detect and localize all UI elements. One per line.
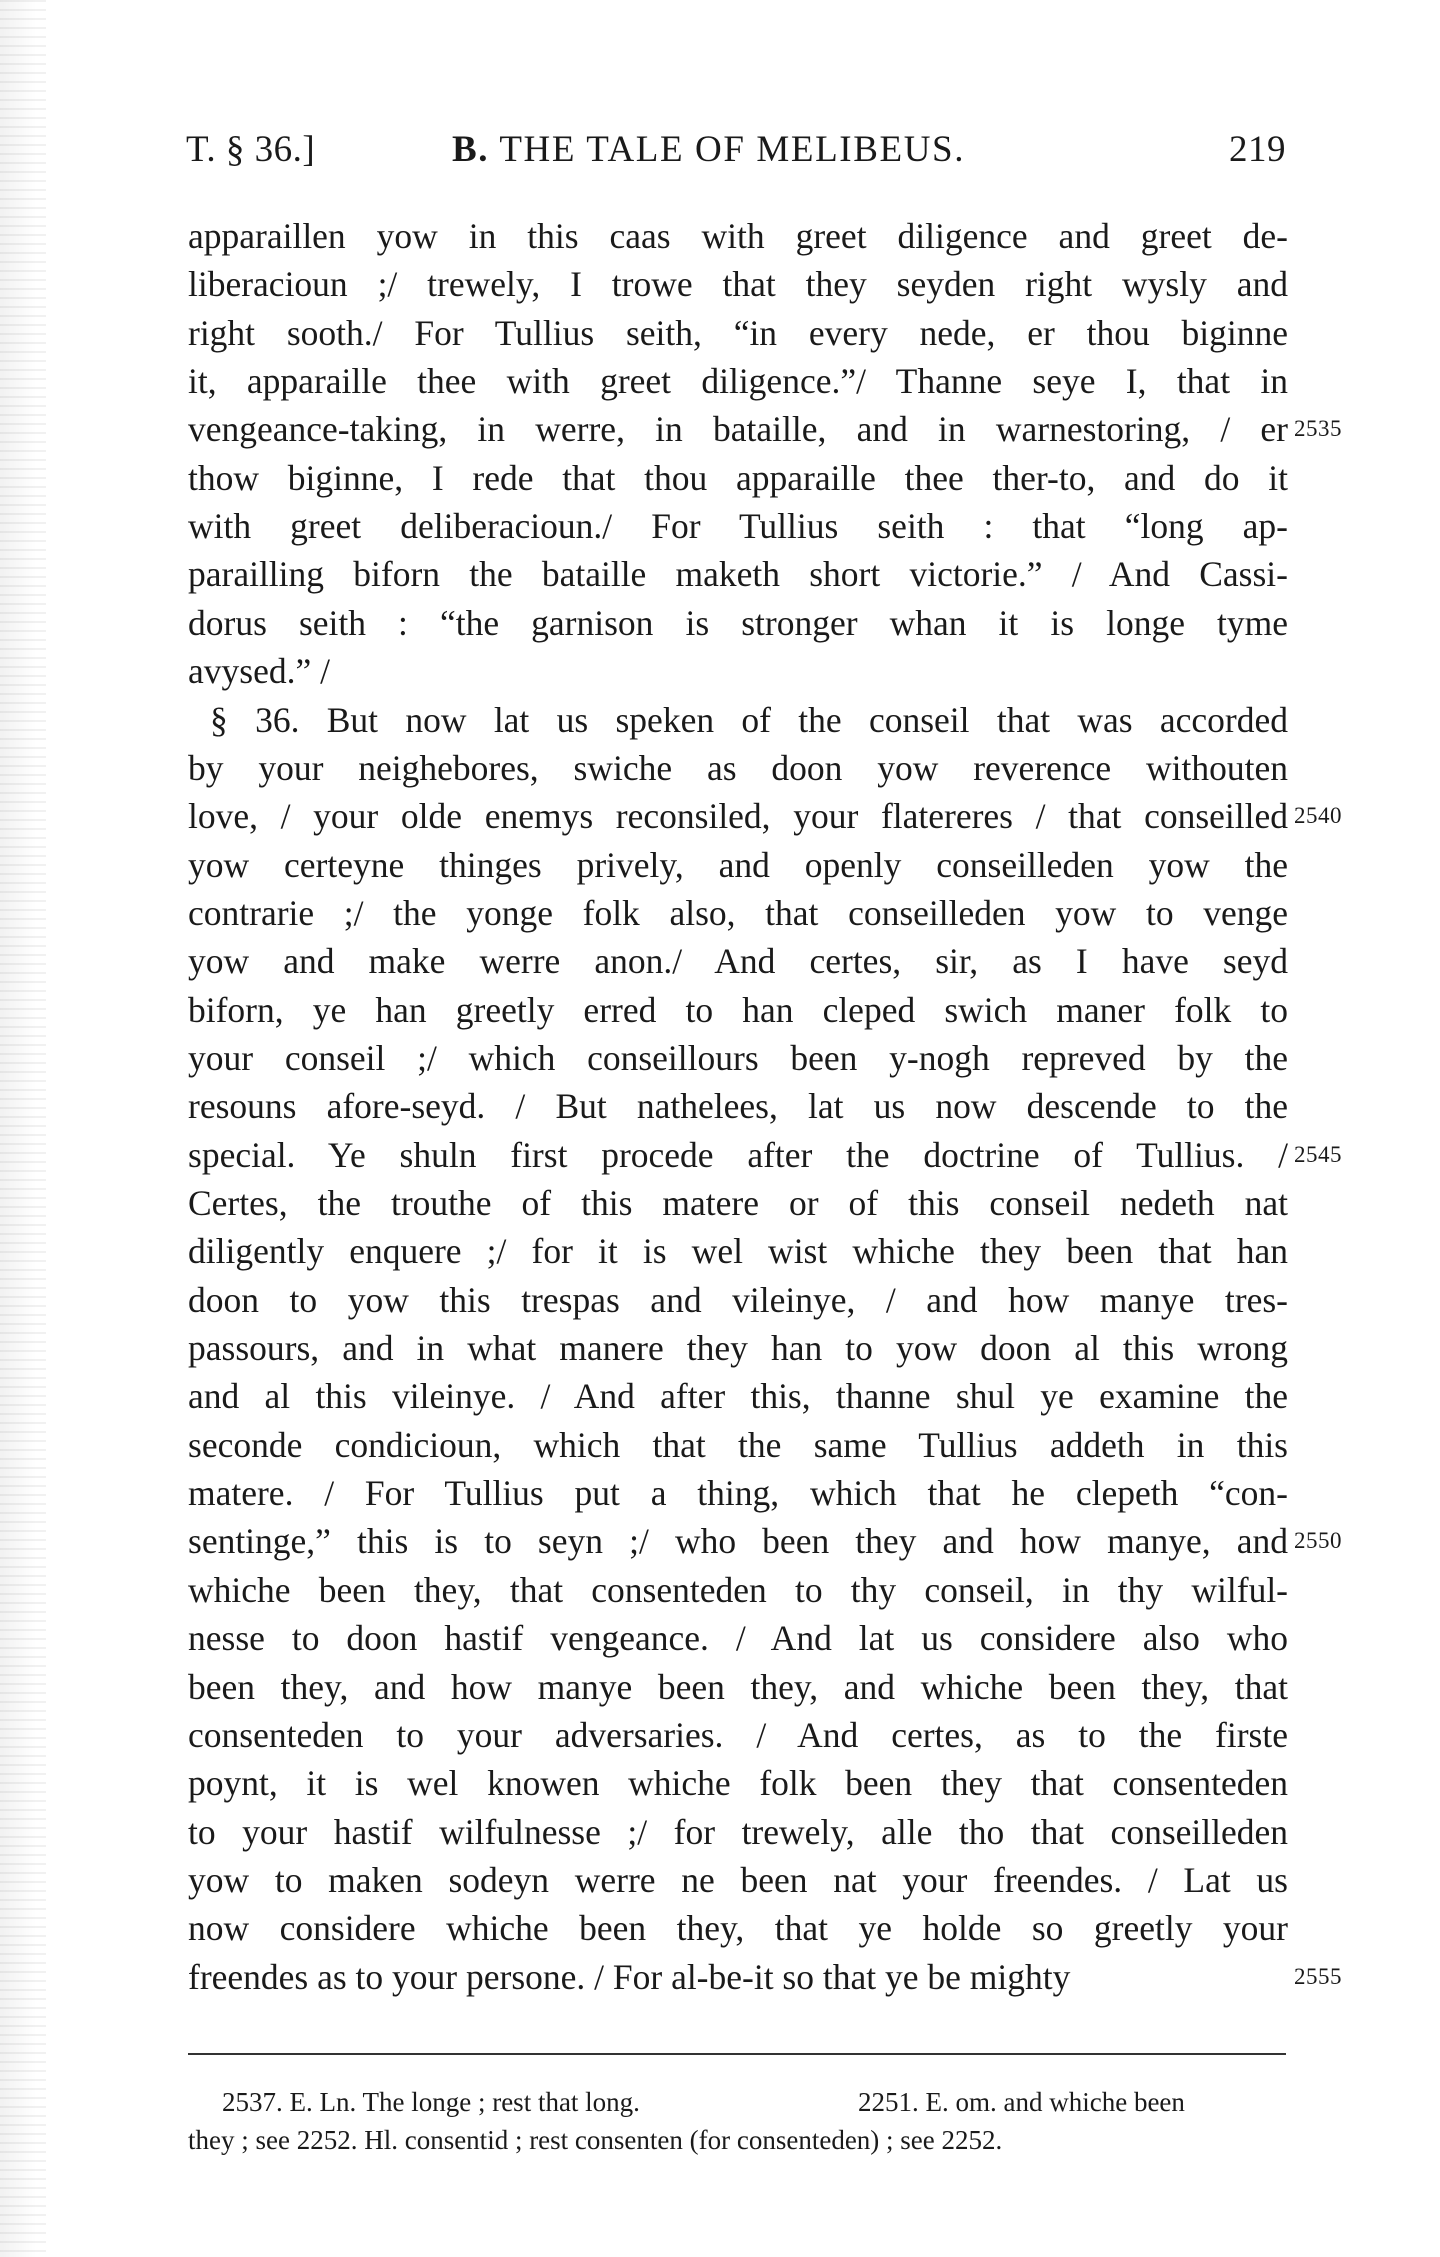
text-line: dorus seith : “the garnison is stronger whan it is longe tyme <box>188 603 1288 643</box>
text-line: yow and make werre anon./ And certes, sir, as I have seyd <box>188 941 1288 981</box>
footnote-2251: 2251. E. om. and whiche been <box>858 2087 1185 2117</box>
footnote-rule <box>188 2053 1286 2055</box>
line-number: 2535 <box>1294 416 1342 441</box>
text-line: § 36. But now lat us speken of the conseil that was accorded <box>210 700 1288 740</box>
line-number: 2555 <box>1294 1964 1342 1989</box>
footnote-continuation: they ; see 2252. Hl. consentid ; rest consenten (for consenteden) ; see 2252. <box>188 2125 1003 2155</box>
text-line: freendes as to your persone. / For al-be-it so that ye be mighty <box>188 1957 1071 1997</box>
text-line: love, / your olde enemys reconsiled, your flatereres / that conseilled <box>188 796 1288 836</box>
line-number: 2540 <box>1294 803 1342 828</box>
footnote-line <box>188 2082 1288 2122</box>
text-line: biforn, ye han greetly erred to han cleped swich maner folk to <box>188 990 1288 1030</box>
footnote-line <box>188 2120 1288 2160</box>
page-number: 219 <box>1229 129 1286 170</box>
text-line: thow biginne, I rede that thou apparaille thee ther-to, and do it <box>188 458 1288 498</box>
scan-edge-shadow <box>0 0 46 2257</box>
text-line: seconde condicioun, which that the same Tullius addeth in this <box>188 1425 1288 1465</box>
line-number: 2545 <box>1294 1142 1342 1167</box>
text-line: resouns afore-seyd. / But nathelees, lat us now descende to the <box>188 1086 1288 1126</box>
text-line: avysed.” / <box>188 651 330 691</box>
line-number: 2550 <box>1294 1528 1342 1553</box>
text-line: liberacioun ;/ trewely, I trowe that they seyden right wysly and <box>188 264 1288 304</box>
text-line: consenteden to your adversaries. / And certes, as to the firste <box>188 1715 1288 1755</box>
title-letter: B. <box>452 129 490 170</box>
running-header <box>186 128 1286 184</box>
text-line: parailling biforn the bataille maketh short victorie.” / And Cassi- <box>188 554 1288 594</box>
text-line: poynt, it is wel knowen whiche folk been they that consenteden <box>188 1763 1288 1803</box>
text-line: been they, and how manye been they, and whiche been they, that <box>188 1667 1288 1707</box>
text-line: doon to yow this trespas and vileinye, / and how manye tres- <box>188 1280 1288 1320</box>
text-line: whiche been they, that consenteden to thy conseil, in thy wilful- <box>188 1570 1288 1610</box>
text-line: with greet deliberacioun./ For Tullius seith : that “long ap- <box>188 506 1288 546</box>
footnote-2537: 2537. E. Ln. The longe ; rest that long. <box>222 2087 640 2117</box>
text-line: it, apparaille thee with greet diligence.”/ Thanne seye I, that in <box>188 361 1288 401</box>
text-line: nesse to doon hastif vengeance. / And lat us considere also who <box>188 1618 1288 1658</box>
text-line: right sooth./ For Tullius seith, “in every nede, er thou biginne <box>188 313 1288 353</box>
title-text: THE TALE OF MELIBEUS. <box>499 129 966 170</box>
text-line: contrarie ;/ the yonge folk also, that conseilleden yow to venge <box>188 893 1288 933</box>
text-line: to your hastif wilfulnesse ;/ for trewely, alle tho that conseilleden <box>188 1812 1288 1852</box>
text-line: apparaillen yow in this caas with greet diligence and greet de- <box>188 216 1288 256</box>
running-title <box>452 128 965 171</box>
text-line: passours, and in what manere they han to yow doon al this wrong <box>188 1328 1288 1368</box>
text-line: Certes, the trouthe of this matere or of this conseil nedeth nat <box>188 1183 1288 1223</box>
text-line: diligently enquere ;/ for it is wel wist whiche they been that han <box>188 1231 1288 1271</box>
text-line: yow to maken sodeyn werre ne been nat your freendes. / Lat us <box>188 1860 1288 1900</box>
text-line: matere. / For Tullius put a thing, which that he clepeth “con- <box>188 1473 1288 1513</box>
text-line: vengeance-taking, in werre, in bataille, and in warnestoring, / er <box>188 409 1288 449</box>
text-line: your conseil ;/ which conseillours been y-nogh repreved by the <box>188 1038 1288 1078</box>
text-line: sentinge,” this is to seyn ;/ who been they and how manye, and <box>188 1521 1288 1561</box>
text-line: and al this vileinye. / And after this, thanne shul ye examine the <box>188 1376 1288 1416</box>
text-line: yow certeyne thinges prively, and openly conseilleden yow the <box>188 845 1288 885</box>
text-line: special. Ye shuln first procede after the doctrine of Tullius. / <box>188 1135 1288 1175</box>
text-line: now considere whiche been they, that ye holde so greetly your <box>188 1908 1288 1948</box>
section-reference: T. § 36.] <box>186 129 316 170</box>
text-line: by your neighebores, swiche as doon yow reverence withouten <box>188 748 1288 788</box>
